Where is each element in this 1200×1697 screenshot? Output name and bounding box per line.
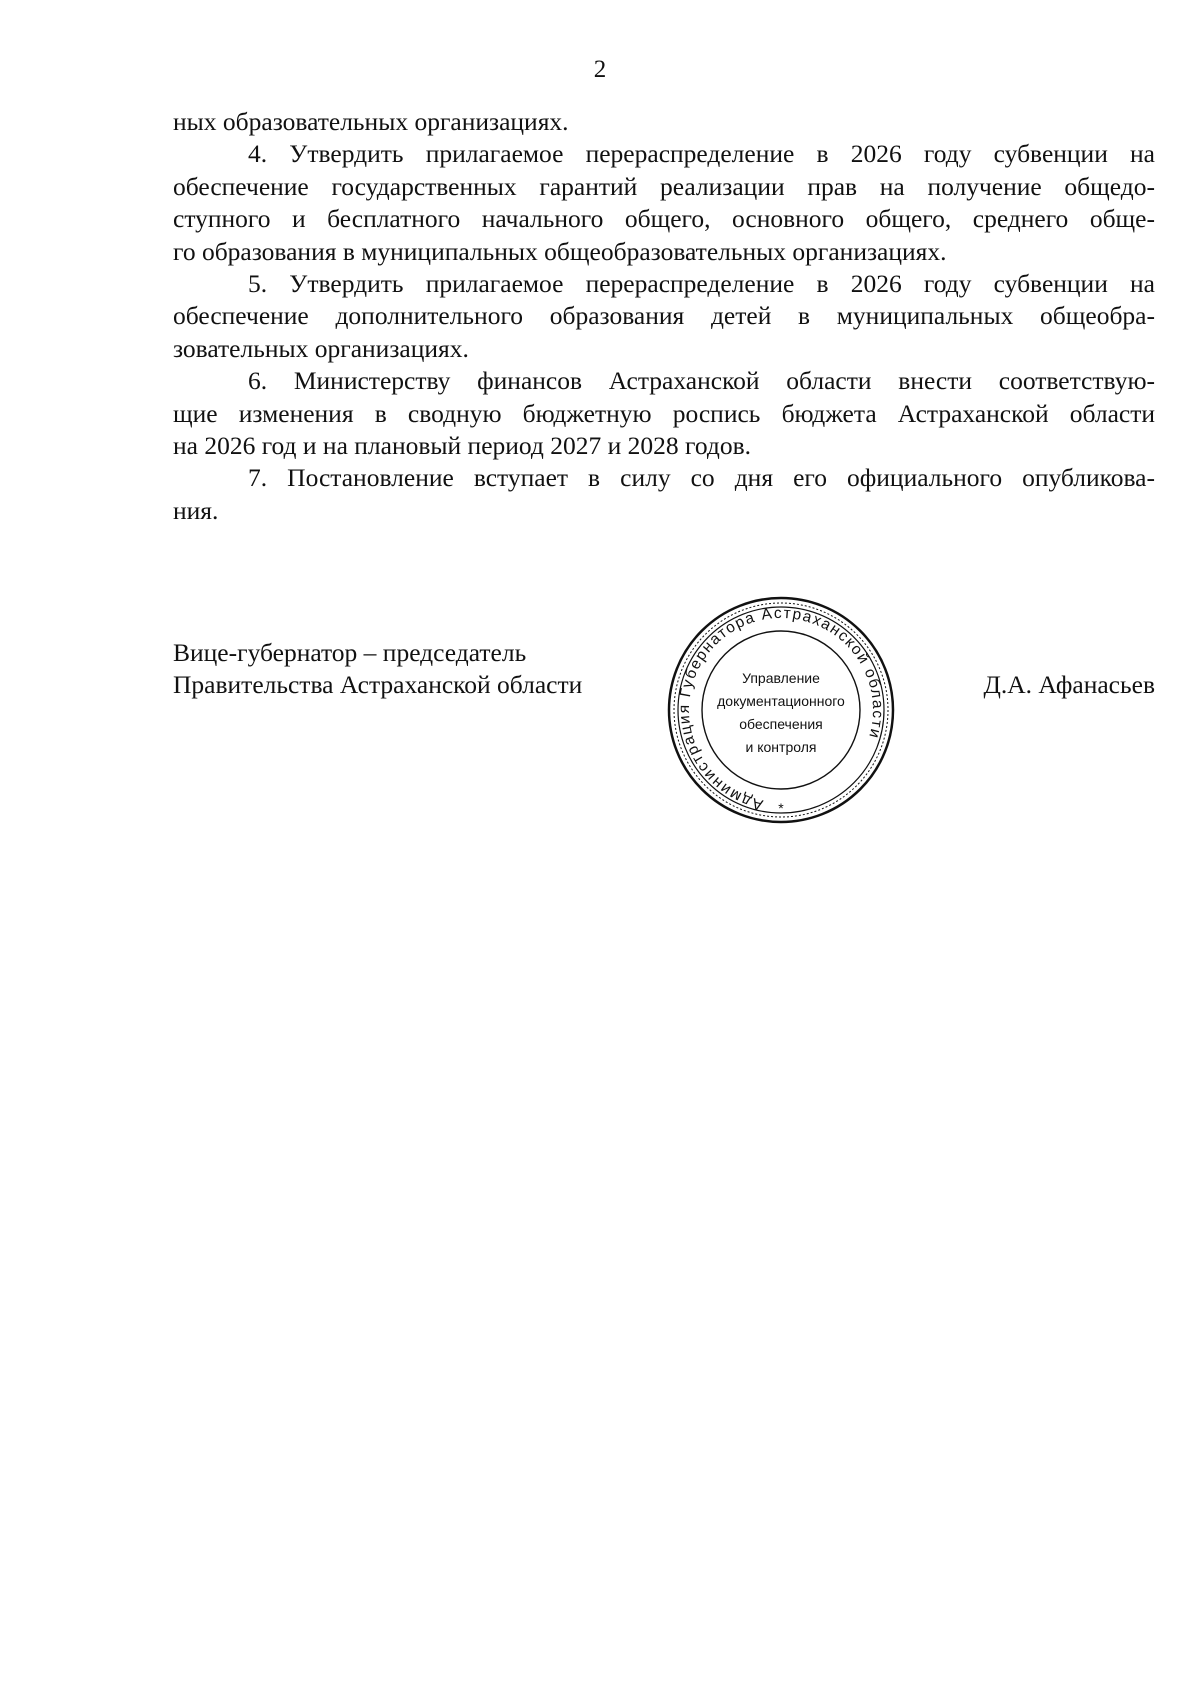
document-body xyxy=(173,106,1155,527)
paragraph-4-line: ступного и бесплатного начального общего, основного общего, среднего обще- xyxy=(173,204,1155,234)
seal-graphic xyxy=(666,595,896,825)
body-line: ных образовательных организациях. xyxy=(173,107,569,136)
seal-center-line: и контроля xyxy=(745,739,817,755)
paragraph-6-line: 6. Министерству финансов Астраханской области внести соответствую- xyxy=(248,366,1155,396)
seal-star-icon: * xyxy=(778,800,784,816)
paragraph-5-line: зовательных организациях. xyxy=(173,333,469,363)
seal-ring-text: Администрация Губернатора Астраханской области xyxy=(675,604,887,814)
paragraph-4-line: 4. Утвердить прилагаемое перераспределение в 2026 году субвенции на xyxy=(248,139,1155,169)
paragraph-7-line: 7. Постановление вступает в силу со дня его официального опубликова- xyxy=(248,463,1155,493)
paragraph-6-line: щие изменения в сводную бюджетную роспись бюджета Астраханской области xyxy=(173,398,1155,428)
seal-center-ring xyxy=(702,631,860,789)
paragraph-5-line: обеспечение дополнительного образования детей в муниципальных общеобра- xyxy=(173,301,1155,331)
signatory-name: Д.А. Афанасьев xyxy=(983,670,1155,699)
signatory-title-line: Правительства Астраханской области xyxy=(173,670,583,700)
paragraph-4-line: го образования в муниципальных общеобразовательных организациях. xyxy=(173,236,947,266)
paragraph-5-line: 5. Утвердить прилагаемое перераспределение в 2026 году субвенции на xyxy=(248,269,1155,299)
paragraph-7-line: ния. xyxy=(173,495,219,525)
paragraph-6-line: на 2026 год и на плановый период 2027 и 2028 годов. xyxy=(173,431,752,461)
paragraph-4-line: обеспечение государственных гарантий реализации прав на получение общедо- xyxy=(173,171,1155,201)
seal-dotted-ring xyxy=(674,603,888,817)
page-number: 2 xyxy=(593,56,607,83)
seal-center-line: Управление xyxy=(742,670,820,686)
seal-center-line: обеспечения xyxy=(739,716,823,732)
official-seal xyxy=(666,595,896,825)
signatory-title xyxy=(173,637,582,702)
seal-center-line: документационного xyxy=(717,693,845,709)
signatory-title-line: Вице-губернатор – председатель xyxy=(173,638,527,667)
